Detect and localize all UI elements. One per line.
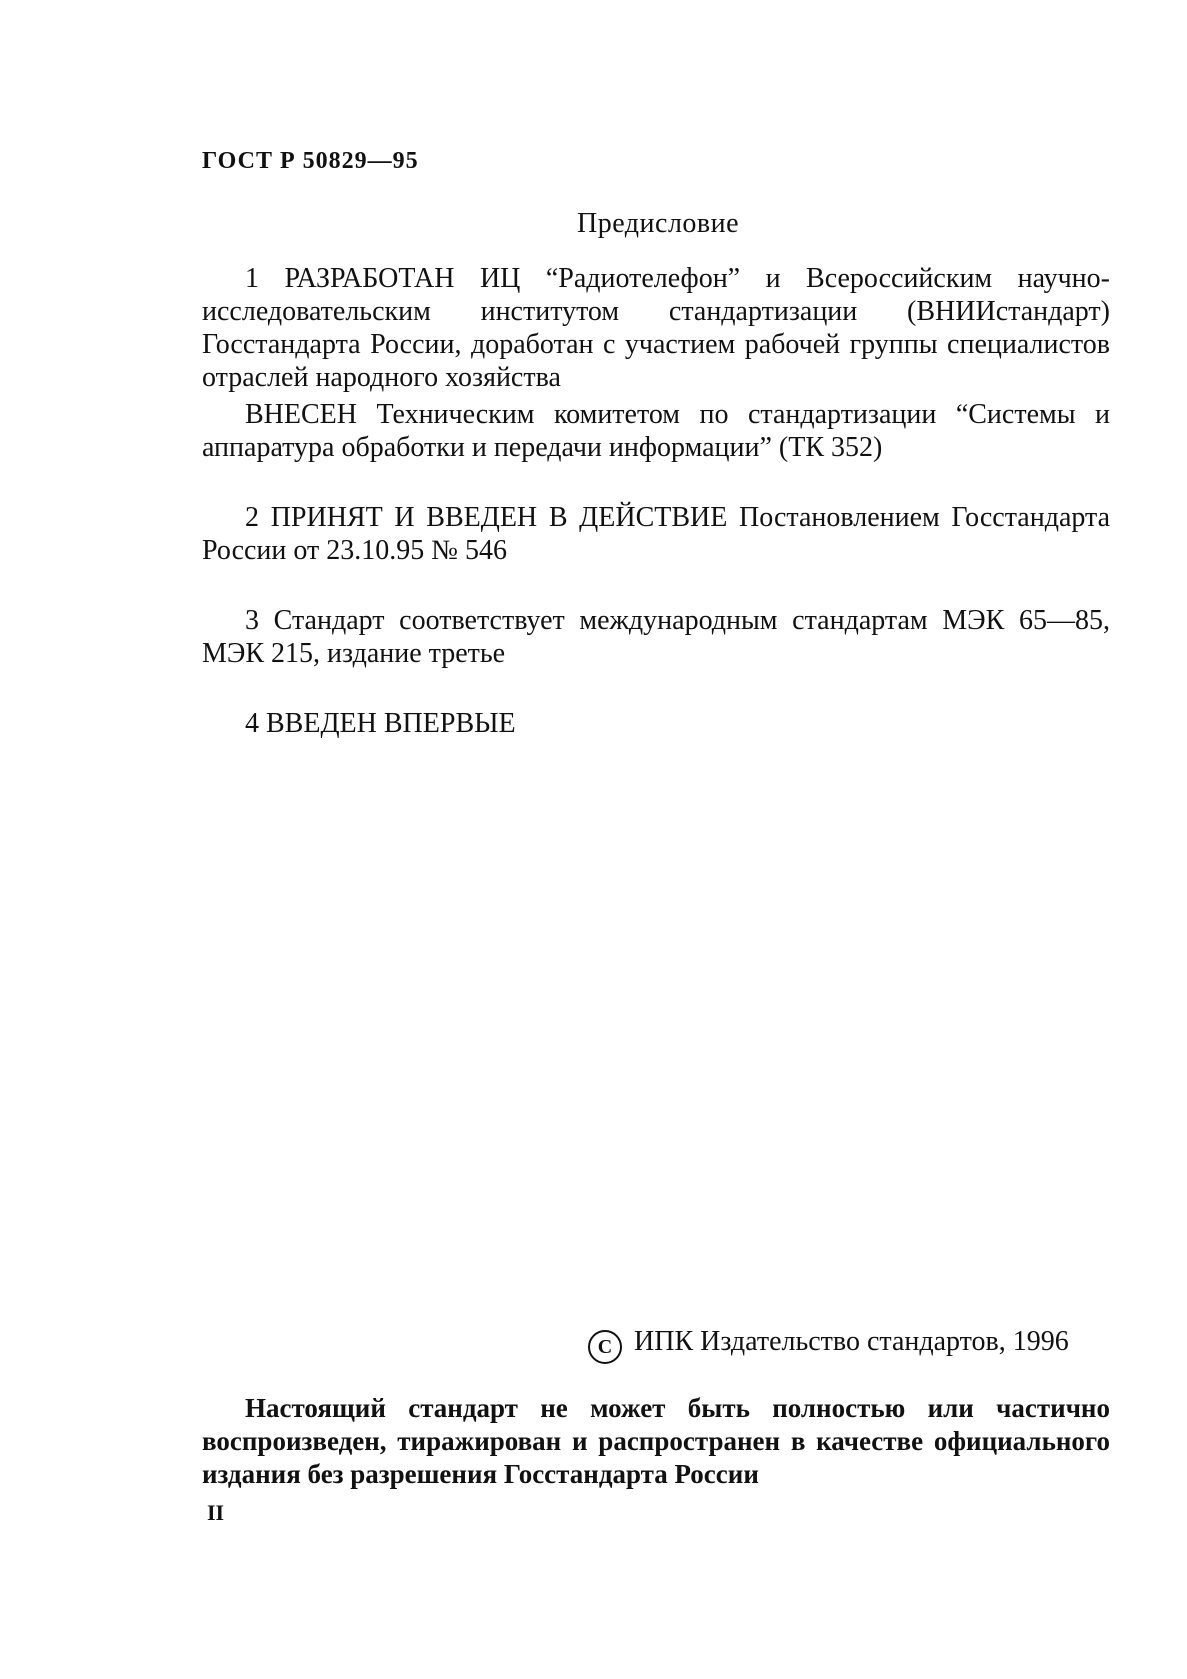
- preface-item-text: Стандарт соответствует международным стандартам МЭК 65—85, МЭК 215, издание третье: [202, 605, 1111, 669]
- preface-item-number: 3: [245, 605, 259, 636]
- preface-title: Предисловие: [577, 208, 740, 239]
- preface-item-4: [202, 707, 1110, 740]
- preface-item-text: ПРИНЯТ И ВВЕДЕН В ДЕЙСТВИЕ Постановлением Госстандарта России от 23.10.95 № 546: [202, 502, 1111, 566]
- preface-item-2: [202, 501, 1110, 567]
- preface-item-submitted: [202, 398, 1110, 464]
- page-number: II: [207, 1500, 225, 1525]
- copyright-icon: C: [588, 1330, 622, 1364]
- preface-item-number: 2: [245, 502, 259, 533]
- preface-item-number: 1: [245, 263, 259, 294]
- preface-item-3: [202, 604, 1110, 670]
- copyright-line: [588, 1326, 1069, 1364]
- notice-text: Настоящий стандарт не может быть полностью или частично воспроизведен, тиражирован и распространен в качестве официального издания без разрешения Госстандарта России: [202, 1393, 1110, 1489]
- document-code: ГОСТ Р 50829—95: [202, 148, 419, 174]
- preface-item-text: ВНЕСЕН Техническим комитетом по стандартизации “Системы и аппаратура обработки и передачи информации” (ТК 352): [202, 399, 1110, 463]
- copyright-text: ИПК Издательство стандартов, 1996: [634, 1326, 1069, 1357]
- preface-item-text: РАЗРАБОТАН ИЦ “Радиотелефон” и Всероссийским научно-исследовательским институтом стандартизации (ВНИИстандарт) Госстандарта России, доработан с участием рабочей группы специалистов отраслей народного хозяйства: [202, 263, 1110, 393]
- preface-item-number: 4: [245, 708, 259, 739]
- preface-item-text: ВВЕДЕН ВПЕРВЫЕ: [266, 708, 516, 739]
- preface-item-1: [202, 262, 1110, 394]
- reproduction-notice: [202, 1392, 1110, 1491]
